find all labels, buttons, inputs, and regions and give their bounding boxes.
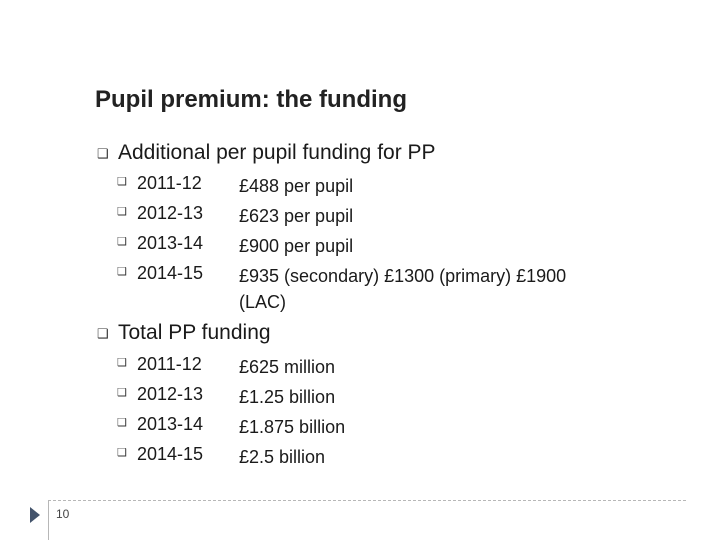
year-label: 2014-15 xyxy=(137,444,204,464)
list-item xyxy=(117,384,697,410)
slide-title: Pupil premium: the funding xyxy=(95,86,407,113)
amount-value: £488 per pupil xyxy=(239,176,354,196)
section-heading-total xyxy=(97,321,697,345)
year-label: 2012-13 xyxy=(137,384,204,404)
amount-value: £1.25 billion xyxy=(239,387,336,407)
amount-value: £1.875 billion xyxy=(239,417,346,437)
amount-value: £900 per pupil xyxy=(239,236,354,256)
section-heading-text: Total PP funding xyxy=(118,321,271,344)
year-label: 2011-12 xyxy=(137,354,202,374)
page-number: 10 xyxy=(56,507,70,521)
square-bullet-icon: ❑ xyxy=(117,447,127,459)
list-item xyxy=(117,444,697,470)
triangle-marker-icon xyxy=(30,507,40,523)
square-bullet-icon: ❑ xyxy=(117,176,127,188)
square-bullet-icon: ❑ xyxy=(117,266,127,278)
list-item xyxy=(117,233,697,259)
section-heading-text: Additional per pupil funding for PP xyxy=(118,141,436,164)
amount-value: £2.5 billion xyxy=(239,447,326,467)
year-label: 2011-12 xyxy=(137,173,202,193)
year-label: 2013-14 xyxy=(137,414,204,434)
list-item xyxy=(117,354,697,380)
square-bullet-icon: ❑ xyxy=(97,145,109,161)
square-bullet-icon: ❑ xyxy=(117,206,127,218)
section-heading-per-pupil xyxy=(97,141,697,165)
square-bullet-icon: ❑ xyxy=(117,236,127,248)
square-bullet-icon: ❑ xyxy=(97,325,109,341)
amount-value: £625 million xyxy=(239,357,336,377)
amount-value: £935 (secondary) £1300 (primary) £1900 (LAC) xyxy=(239,266,567,312)
list-item xyxy=(117,173,697,199)
amount-value: £623 per pupil xyxy=(239,206,354,226)
year-label: 2013-14 xyxy=(137,233,204,253)
footer-vertical-divider xyxy=(48,500,49,540)
list-item xyxy=(117,203,697,229)
list-item xyxy=(117,263,697,315)
square-bullet-icon: ❑ xyxy=(117,387,127,399)
footer-divider xyxy=(48,500,686,501)
square-bullet-icon: ❑ xyxy=(117,357,127,369)
list-item xyxy=(117,414,697,440)
year-label: 2014-15 xyxy=(137,263,204,283)
square-bullet-icon: ❑ xyxy=(117,417,127,429)
year-label: 2012-13 xyxy=(137,203,204,223)
